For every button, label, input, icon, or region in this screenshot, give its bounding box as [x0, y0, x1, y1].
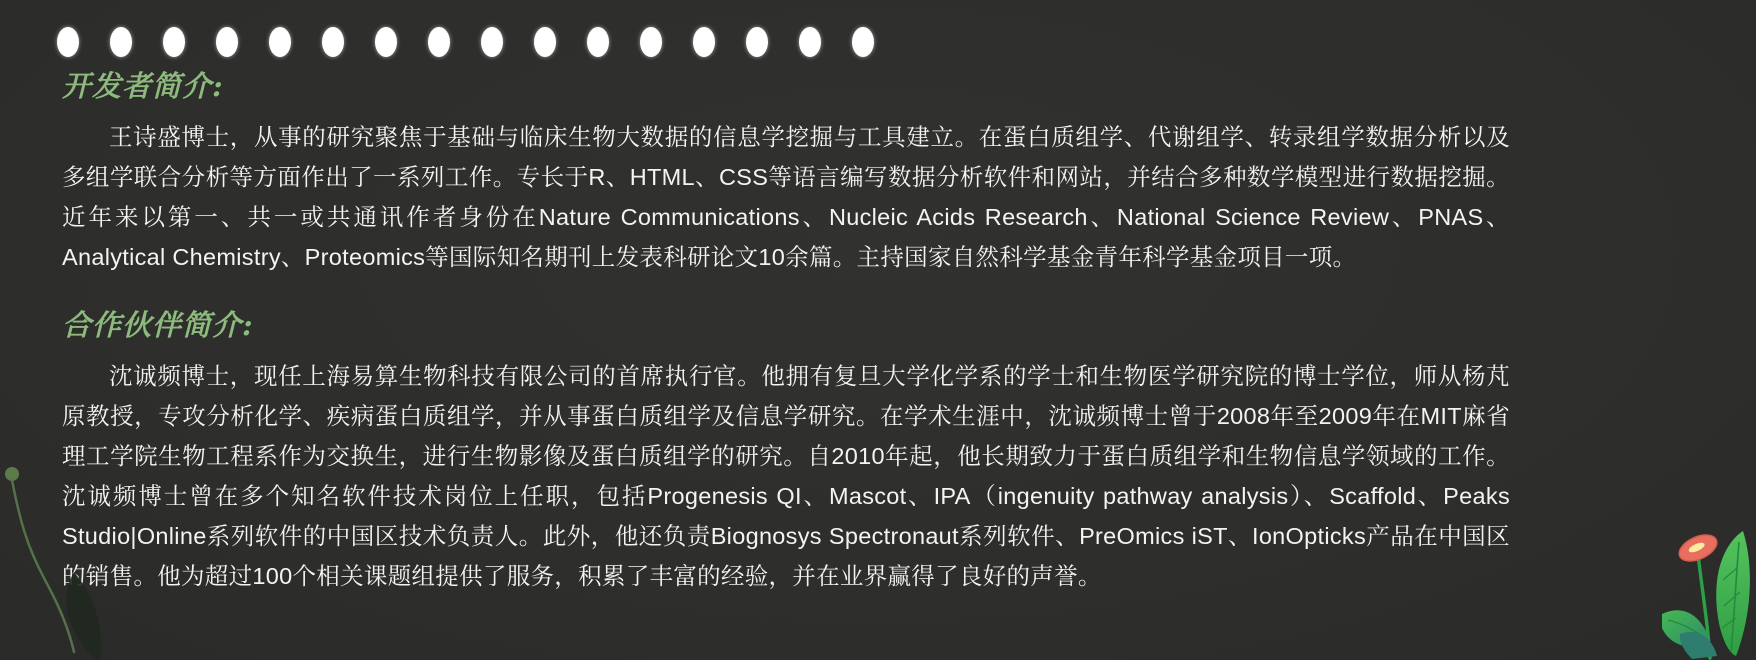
hole-punch-dot — [799, 27, 821, 57]
hole-punch-dot — [375, 27, 397, 57]
teal-leaf-icon — [1680, 632, 1717, 659]
flower-plant-decoration — [1652, 528, 1756, 660]
hole-punch-dot — [693, 27, 715, 57]
partner-intro-body: 沈诚频博士，现任上海易算生物科技有限公司的首席执行官。他拥有复旦大学化学系的学士和生物医学研究院的博士学位，师从杨芃原教授，专攻分析化学、疾病蛋白质组学，并从事蛋白质组学及信息学研究。在学术生涯中，沈诚频博士曾于2008年至2009年在MIT麻省理工学院生物工程系作为交换生，进行生物影像及蛋白质组学的研究。自2010年起，他长期致力于蛋白质组学和生物信息学领域的工作。沈诚频博士曾在多个知名软件技术岗位上任职，包括Progenesis QI、Mascot、IPA（ingenuity pathway analysis）、Scaffold、Peaks Studio|Online系列软件的中国区技术负责人。此外，他还负责Biognosys Spectronaut系列软件、PreOmics iST、IonOpticks产品在中国区的销售。他为超过100个相关课题组提供了服务，积累了丰富的经验，并在业界赢得了良好的声誉。 — [62, 363, 1510, 589]
hole-punch-dot — [746, 27, 768, 57]
hole-punch-dot — [163, 27, 185, 57]
hole-punch-dot — [534, 27, 556, 57]
hole-punch-dot — [322, 27, 344, 57]
developer-intro-heading: 开发者简介: — [62, 69, 224, 103]
hole-punch-dot — [57, 27, 79, 57]
hole-punch-dot — [428, 27, 450, 57]
section-partner-intro — [62, 303, 1510, 596]
slide-content — [62, 64, 1510, 622]
developer-intro-body: 王诗盛博士，从事的研究聚焦于基础与临床生物大数据的信息学挖掘与工具建立。在蛋白质组学、代谢组学、转录组学数据分析以及多组学联合分析等方面作出了一系列工作。专长于R、HTML、CSS等语言编写数据分析软件和网站，并结合多种数学模型进行数据挖掘。近年来以第一、共一或共通讯作者身份在Nature Communications、Nucleic Acids Research、National Science Review、PNAS、Analytical Chemistry、Proteomics等国际知名期刊上发表科研论文10余篇。主持国家自然科学基金青年科学基金项目一项。 — [62, 124, 1510, 270]
hole-punch-dot — [481, 27, 503, 57]
hole-punch-dot — [216, 27, 238, 57]
hole-punch-dots — [57, 27, 874, 57]
hole-punch-dot — [640, 27, 662, 57]
hole-punch-dot — [587, 27, 609, 57]
tall-leaf-icon — [1716, 531, 1750, 656]
hole-punch-dot — [110, 27, 132, 57]
hole-punch-dot — [269, 27, 291, 57]
hole-punch-dot — [852, 27, 874, 57]
section-developer-intro — [62, 64, 1510, 277]
partner-intro-heading: 合作伙伴简介: — [62, 308, 254, 342]
vine-tendril-decoration — [0, 460, 130, 660]
